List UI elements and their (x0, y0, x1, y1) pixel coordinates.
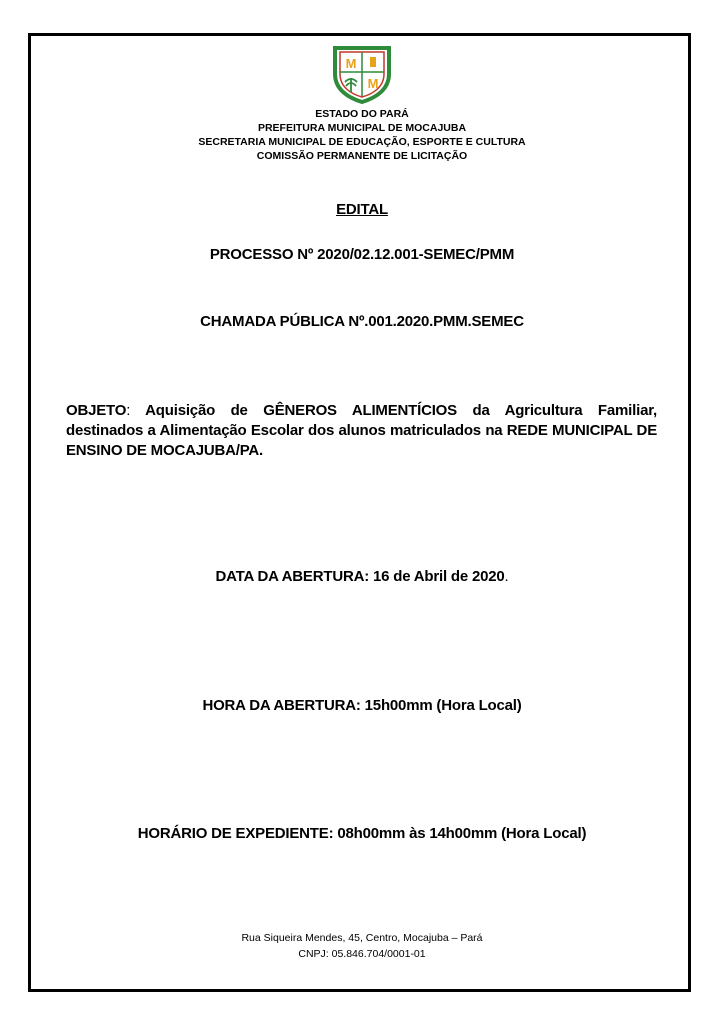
objeto-separator: : (126, 402, 131, 419)
document-footer (0, 930, 724, 962)
header-prefeitura: PREFEITURA MUNICIPAL DE MOCAJUBA (257, 122, 467, 134)
data-abertura (0, 568, 724, 585)
objeto-text: Aquisição de GÊNEROS ALIMENTÍCIOS da Agricultura Familiar, destinados a Alimentação Escolar dos alunos matriculados na REDE MUNICIPAL DE ENSINO DE MOCAJUBA/PA. (66, 402, 657, 459)
municipal-coat-of-arms-logo (331, 44, 393, 104)
horario-expediente: HORÁRIO DE EXPEDIENTE: 08h00mm às 14h00mm (Hora Local) (137, 825, 587, 842)
processo-number: PROCESSO Nº 2020/02.12.001-SEMEC/PMM (209, 246, 515, 263)
header-state: ESTADO DO PARÁ (315, 108, 409, 120)
data-abertura-suffix: . (504, 568, 509, 585)
footer-address: Rua Siqueira Mendes, 45, Centro, Mocajuba – Pará (241, 932, 483, 944)
logo-letter-right: M (367, 76, 379, 91)
header-comissao: COMISSÃO PERMANENTE DE LICITAÇÃO (256, 150, 468, 162)
data-abertura-text: DATA DA ABERTURA: 16 de Abril de 2020 (215, 568, 505, 585)
header-secretaria: SECRETARIA MUNICIPAL DE EDUCAÇÃO, ESPORTE E CULTURA (198, 136, 526, 148)
document-header (0, 107, 724, 163)
hora-abertura: HORA DA ABERTURA: 15h00mm (Hora Local) (202, 697, 522, 714)
logo-letter-left: M (345, 56, 357, 71)
objeto-paragraph (66, 401, 657, 461)
page-border (28, 33, 691, 992)
document-title: EDITAL (336, 201, 388, 218)
footer-cnpj: CNPJ: 05.846.704/0001-01 (298, 948, 426, 960)
objeto-label: OBJETO (66, 402, 127, 419)
chamada-publica-number: CHAMADA PÚBLICA Nº.001.2020.PMM.SEMEC (200, 313, 524, 330)
